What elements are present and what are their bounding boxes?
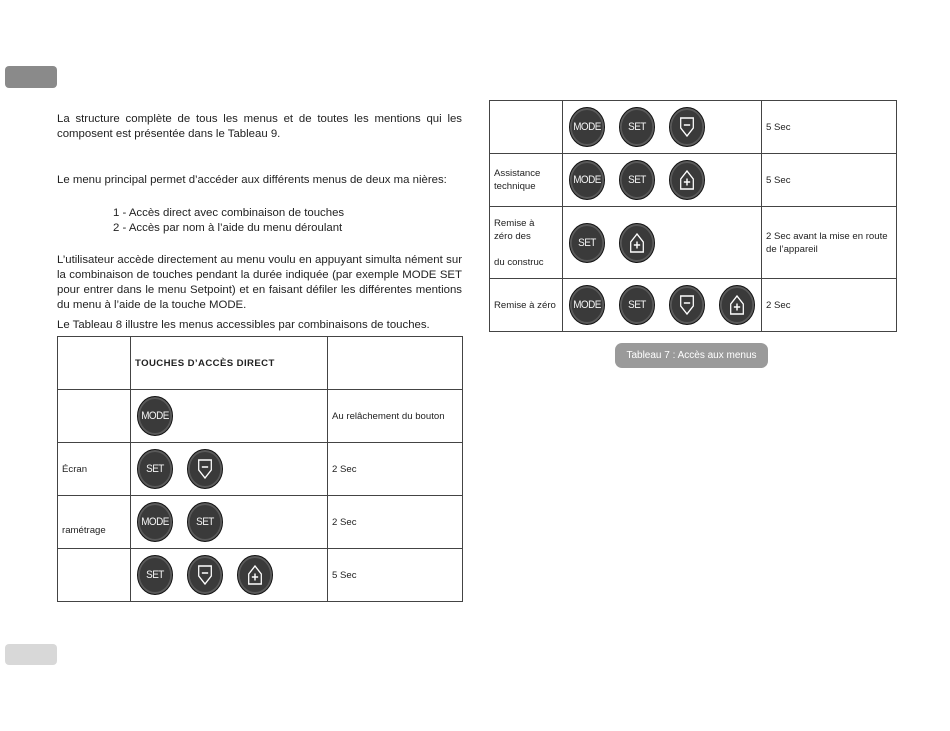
plus-up-key-icon bbox=[237, 555, 273, 595]
time-cell: 5 Sec bbox=[762, 101, 897, 154]
time-cell: Au relâchement du bouton bbox=[328, 390, 463, 443]
set-key-icon: SET bbox=[619, 160, 655, 200]
menu-line: du construc bbox=[494, 256, 544, 268]
table-row bbox=[58, 390, 463, 443]
keys-cell bbox=[131, 496, 328, 549]
header-time-cell bbox=[328, 337, 463, 390]
access-methods-list bbox=[113, 206, 344, 236]
set-key-icon: SET bbox=[569, 223, 605, 263]
keys-cell bbox=[563, 207, 762, 279]
table-row bbox=[490, 207, 897, 279]
header-menu-cell bbox=[58, 337, 131, 390]
menu-cell: Remise à zéro bbox=[490, 279, 563, 332]
menu-cell bbox=[490, 207, 563, 279]
menu-cell bbox=[58, 390, 131, 443]
set-key-icon: SET bbox=[619, 107, 655, 147]
mode-key-icon: MODE bbox=[569, 160, 605, 200]
minus-down-key-icon bbox=[669, 285, 705, 325]
table-row bbox=[490, 154, 897, 207]
set-key-icon: SET bbox=[619, 285, 655, 325]
table-header-row bbox=[58, 337, 463, 390]
minus-down-key-icon bbox=[187, 449, 223, 489]
menu-line: Remise à bbox=[494, 217, 535, 229]
table-row bbox=[58, 496, 463, 549]
mode-key-icon: MODE bbox=[569, 285, 605, 325]
set-key-icon: SET bbox=[137, 449, 173, 489]
plus-up-key-icon bbox=[619, 223, 655, 263]
menu-cell: Écran bbox=[58, 443, 131, 496]
minus-down-key-icon bbox=[669, 107, 705, 147]
plus-up-key-icon bbox=[719, 285, 755, 325]
list-item: 2 - Accès par nom à l’aide du menu déroulant bbox=[113, 222, 343, 234]
intro-paragraph: La structure complète de tous les menus et de toutes les mentions qui les composent est présentée dans le Tableau 9. bbox=[57, 113, 462, 140]
mode-key-icon: MODE bbox=[569, 107, 605, 147]
menu-access-paragraph: Le menu principal permet d’accéder aux différents menus de deux ma nières: bbox=[57, 174, 447, 186]
menu-cell bbox=[58, 549, 131, 602]
keys-cell bbox=[563, 101, 762, 154]
header-keys-cell: TOUCHES D’ACCÈS DIRECT bbox=[131, 337, 328, 390]
menu-cell: Assistance technique bbox=[490, 154, 563, 207]
table-row bbox=[490, 101, 897, 154]
plus-up-key-icon bbox=[669, 160, 705, 200]
time-cell: 2 Sec bbox=[762, 279, 897, 332]
table-row bbox=[58, 443, 463, 496]
direct-access-paragraph: L’utilisateur accède directement au menu voulu en appuyant simulta nément sur la combinaison de touches pendant la durée indiquée (par exemple MODE SET pour entrer dans le menu Setpoint) et en faisant défiler les différentes mentions du menu à l’aide de la touche MODE. bbox=[57, 254, 462, 311]
menu-cell: ramétrage bbox=[58, 496, 131, 549]
menu-access-table-continued bbox=[489, 100, 897, 332]
keys-cell bbox=[563, 154, 762, 207]
table-row bbox=[58, 549, 463, 602]
page-number-tab bbox=[5, 644, 57, 665]
table-caption: Tableau 7 : Accès aux menus bbox=[615, 343, 768, 368]
keys-cell bbox=[131, 549, 328, 602]
table-reference-paragraph: Le Tableau 8 illustre les menus accessibles par combinaisons de touches. bbox=[57, 319, 430, 331]
minus-down-key-icon bbox=[187, 555, 223, 595]
time-cell: 2 Sec bbox=[328, 496, 463, 549]
menu-cell bbox=[490, 101, 563, 154]
time-cell: 2 Sec bbox=[328, 443, 463, 496]
mode-key-icon: MODE bbox=[137, 396, 173, 436]
time-cell: 5 Sec bbox=[762, 154, 897, 207]
table-row bbox=[490, 279, 897, 332]
menu-line: zéro des bbox=[494, 230, 531, 242]
page-tab-marker bbox=[5, 66, 57, 88]
keys-cell bbox=[131, 443, 328, 496]
list-item: 1 - Accès direct avec combinaison de touches bbox=[113, 207, 345, 219]
time-cell: 2 Sec avant la mise en route de l’appareil bbox=[762, 207, 897, 279]
time-cell: 5 Sec bbox=[328, 549, 463, 602]
direct-access-table bbox=[57, 336, 463, 602]
keys-cell bbox=[563, 279, 762, 332]
mode-key-icon: MODE bbox=[137, 502, 173, 542]
keys-cell bbox=[131, 390, 328, 443]
set-key-icon: SET bbox=[137, 555, 173, 595]
set-key-icon: SET bbox=[187, 502, 223, 542]
